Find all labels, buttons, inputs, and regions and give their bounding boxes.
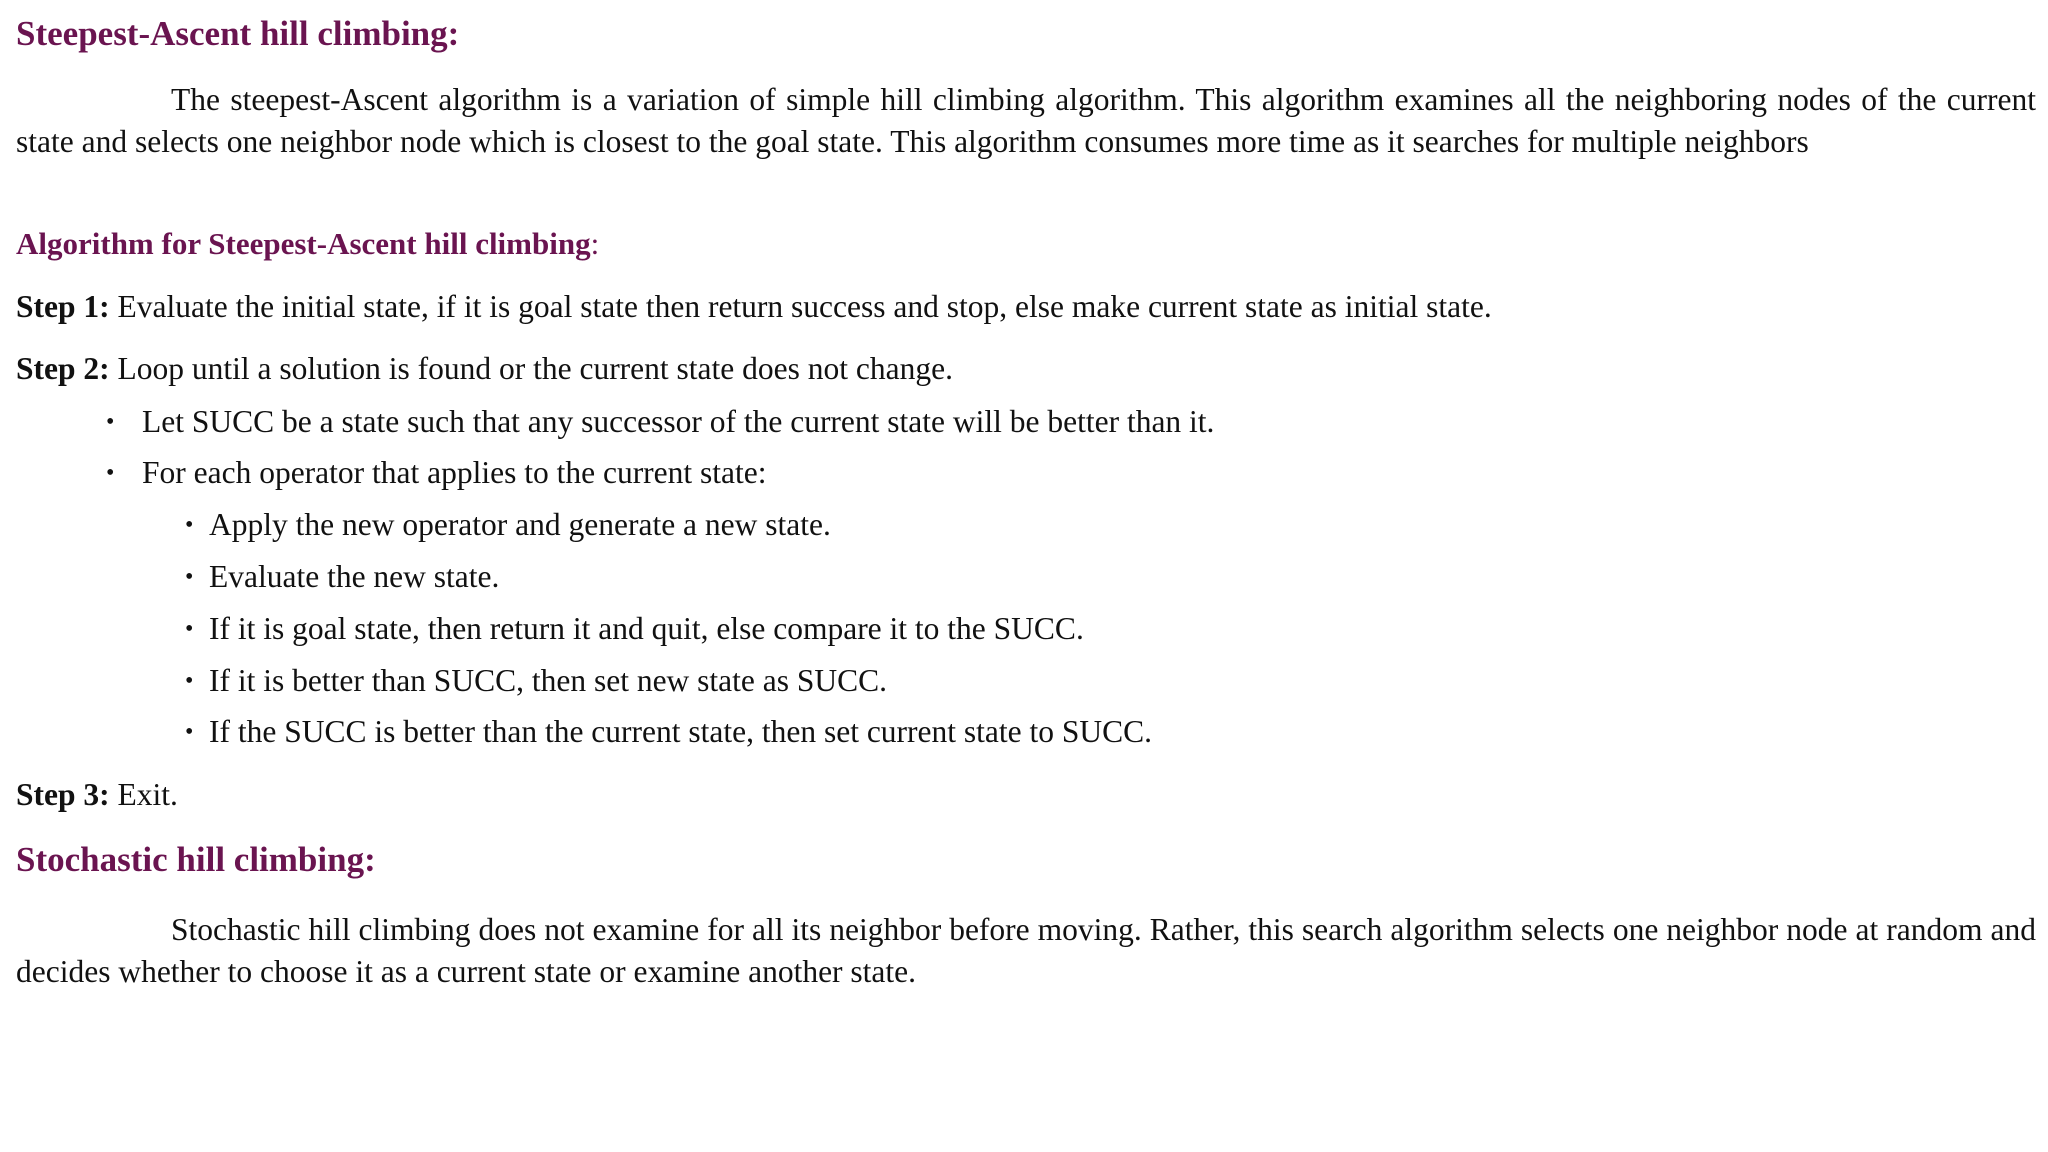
list-item-text: If the SUCC is better than the current state, then set current state to SUCC.: [209, 714, 1153, 749]
list-item: [106, 455, 767, 491]
list-item-text: Let SUCC be a state such that any successor of the current state will be better than it.: [142, 404, 1215, 439]
stochastic-heading: Stochastic hill climbing:: [16, 840, 376, 879]
list-item-text: Evaluate the new state.: [209, 559, 500, 594]
list-item: [185, 559, 500, 595]
stochastic-description: Stochastic hill climbing does not examine for all its neighbor before moving. Rather, this search algorithm selects one neighbor node at random and decides whether to choose it as a current state or examine another state.: [16, 912, 2036, 989]
bullet-icon: •: [185, 668, 194, 694]
list-item-text: If it is better than SUCC, then set new state as SUCC.: [209, 663, 888, 698]
step-1-text: Evaluate the initial state, if it is goal state then return success and stop, else make current state as initial state.: [109, 289, 1492, 324]
step-2-label: Step 2:: [16, 351, 110, 386]
step-3-label: Step 3:: [16, 777, 110, 812]
step-3: [16, 777, 178, 813]
bullet-icon: •: [106, 409, 115, 435]
list-item: [106, 404, 1215, 440]
list-item: [185, 611, 1084, 647]
bullet-icon: •: [185, 719, 194, 745]
list-item: [185, 507, 831, 543]
bullet-icon: •: [185, 564, 194, 590]
list-item-text: If it is goal state, then return it and quit, else compare it to the SUCC.: [209, 611, 1084, 646]
list-item: [185, 663, 888, 699]
step-1-label: Step 1:: [16, 289, 110, 324]
bullet-icon: •: [185, 512, 194, 538]
algorithm-heading-text: Algorithm for Steepest-Ascent hill climbing: [16, 226, 591, 261]
steepest-ascent-heading: Steepest-Ascent hill climbing:: [16, 14, 460, 53]
algorithm-heading-colon: :: [590, 226, 600, 261]
list-item: [185, 714, 1153, 750]
bullet-icon: •: [185, 616, 194, 642]
step-3-text: Exit.: [109, 777, 178, 812]
algorithm-heading: [16, 226, 599, 262]
step-1: [16, 289, 1492, 325]
step-2: [16, 351, 953, 387]
list-item-text: For each operator that applies to the current state:: [142, 455, 767, 490]
step-2-text: Loop until a solution is found or the current state does not change.: [109, 351, 953, 386]
list-item-text: Apply the new operator and generate a new state.: [209, 507, 831, 542]
bullet-icon: •: [106, 460, 115, 486]
steepest-ascent-description: The steepest-Ascent algorithm is a variation of simple hill climbing algorithm. This algorithm examines all the neighboring nodes of the current state and selects one neighbor node which is closest to the goal state. This algorithm consumes more time as it searches for multiple neighbors: [16, 82, 2036, 159]
